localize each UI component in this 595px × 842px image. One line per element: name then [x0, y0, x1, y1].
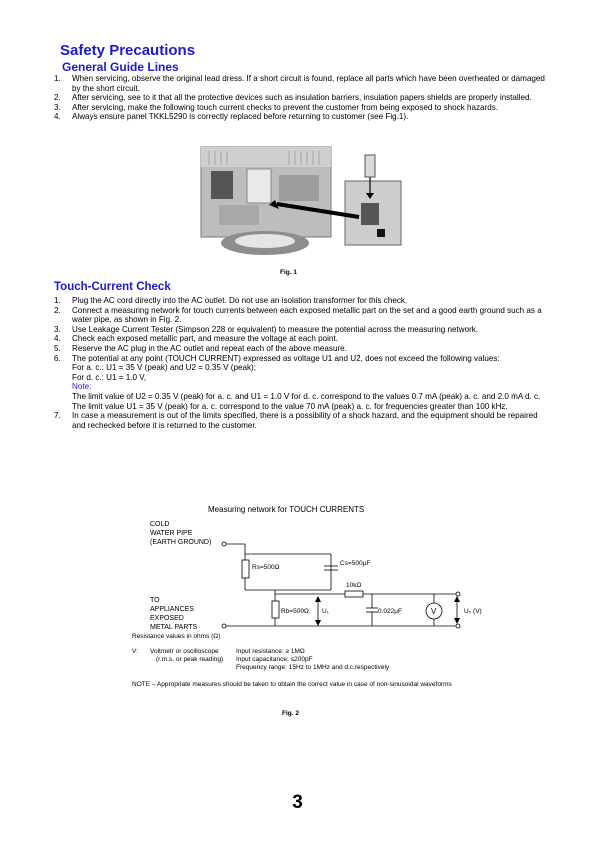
dc-limit: For d. c.: U1 = 1.0 V,	[72, 372, 147, 382]
circuit-note: NOTE – Appropriate measures should be taken to obtain the correct value in case of non-sinusoidal waveforms	[132, 681, 452, 688]
page-title: Safety Precautions	[60, 42, 196, 59]
figure-1-caption: Fig. 1	[280, 269, 297, 276]
v-desc-2: (r.m.s. or peak reading)	[156, 656, 224, 663]
to-label-3: EXPOSED	[150, 615, 184, 622]
list-item: 3. After servicing, make the following touch current checks to prevent the customer from being exposed to shock hazards.	[54, 102, 499, 112]
list-item: 6. The potential at any point (TOUCH CURRENT) expressed as voltage U1 and U2, does not exceed the following values: For a. c.: U1 = 35 V (peak) and U2 = 0.35 V (peak); For d. c.: U1 = 1.0 V, Note: The limit value of U2 = 0.35 V (peak) for a. c. and U1 = 1.0 V for d. c. correspond to the values 0.7 mA (peak) a. c. and 2.0 mA d. c. The limit value U1 = 35 V (peak) for a. c. correspond to the value 70 mA (peak) a. c. for frequencies greater than 100 kHz.	[54, 353, 541, 411]
touch-current-list	[54, 296, 550, 430]
to-label-4: METAL PARTS	[150, 624, 198, 631]
u1-label: U₁	[322, 608, 329, 615]
r10k-label: 10kΩ	[346, 582, 362, 589]
page-number: 3	[292, 792, 303, 813]
section-heading-general: General Guide Lines	[62, 60, 179, 74]
note-text-2: The limit value U1 = 35 V (peak) for a. c. correspond to the value 70 mA (peak) a. c. for frequencies greater than 100 kHz.	[72, 401, 508, 411]
resistance-note: Resistance values in ohms (Ω)	[132, 633, 221, 640]
v-label: V:	[132, 648, 138, 655]
list-item: 1. When servicing, observe the original lead dress. If a short circuit is found, replace all parts which have been overheated or damaged by the short circuit.	[54, 74, 545, 93]
general-guidelines-list	[54, 74, 550, 122]
list-item: 2. Connect a measuring network for touch currents between each exposed metallic part on the set and a good earth ground such as a water pipe, as shown in Fig. 2.	[54, 305, 542, 325]
list-item: 2. After servicing, see to it that all the protective devices such as insulation barriers, insulation papers shields are properly installed.	[54, 93, 532, 103]
figure-1-tv-rear-panel	[199, 145, 404, 267]
rs-label: Rs=500Ω	[252, 564, 280, 571]
rb-label: Rb=500Ω	[281, 608, 309, 615]
spec-3: Frequency range: 15Hz to 1MHz and d.c.respectively	[236, 664, 390, 671]
cold-label-1: COLD	[150, 521, 170, 528]
u2-label: U₂ (V)	[464, 608, 482, 615]
voltmeter-label: V	[431, 607, 437, 616]
note-label: Note:	[72, 382, 92, 392]
section-heading-touch-current: Touch-Current Check	[54, 281, 171, 293]
ac-limit: For a. c.: U1 = 35 V (peak) and U2 = 0.35 V (peak);	[72, 363, 257, 373]
spec-1: Input resistance: ≥ 1MΩ	[236, 648, 305, 655]
figure-2-measuring-network	[128, 502, 508, 692]
v-desc-1: Voltmetr or oscilloscope	[150, 648, 219, 655]
list-item: 3. Use Leakage Current Tester (Simpson 228 or equivalent) to measure the potential across the measuring network.	[54, 324, 479, 334]
circuit-title: Measuring network for TOUCH CURRENTS	[208, 505, 365, 514]
spec-2: Input capacitance: ≤200pF	[236, 656, 313, 663]
figure-2-caption: Fig. 2	[282, 710, 299, 717]
list-item: 7. In case a measurement is out of the limits specified, there is a possibility of a shock hazard, and the equipment should be repaired and rechecked before it is returned to the customer.	[54, 411, 538, 430]
c022-label: 0.022µF	[378, 608, 402, 615]
list-item: 5. Reserve the AC plug in the AC outlet and repeat each of the above measure.	[54, 343, 347, 353]
list-item: 1. Plug the AC cord directly into the AC outlet. Do not use an isolation transformer for this check.	[54, 296, 408, 305]
list-item: 4. Check each exposed metallic part, and measure the voltage at each point.	[54, 334, 338, 344]
to-label-1: TO	[150, 597, 160, 604]
cold-label-2: WATER PIPE	[150, 530, 193, 537]
list-item: 4. Always ensure panel TKKL5290 is correctly replaced before returning to customer (see Fig.1).	[54, 112, 409, 122]
cs-label: Cs=500µF	[340, 560, 371, 567]
to-label-2: APPLIANCES	[150, 606, 194, 613]
cold-label-3: (EARTH GROUND)	[150, 539, 212, 546]
note-text-1: The limit value of U2 = 0.35 V (peak) for a. c. and U1 = 1.0 V for d. c. correspond to the values 0.7 mA (peak) a. c. and 2.0 mA d. c.	[72, 391, 541, 401]
